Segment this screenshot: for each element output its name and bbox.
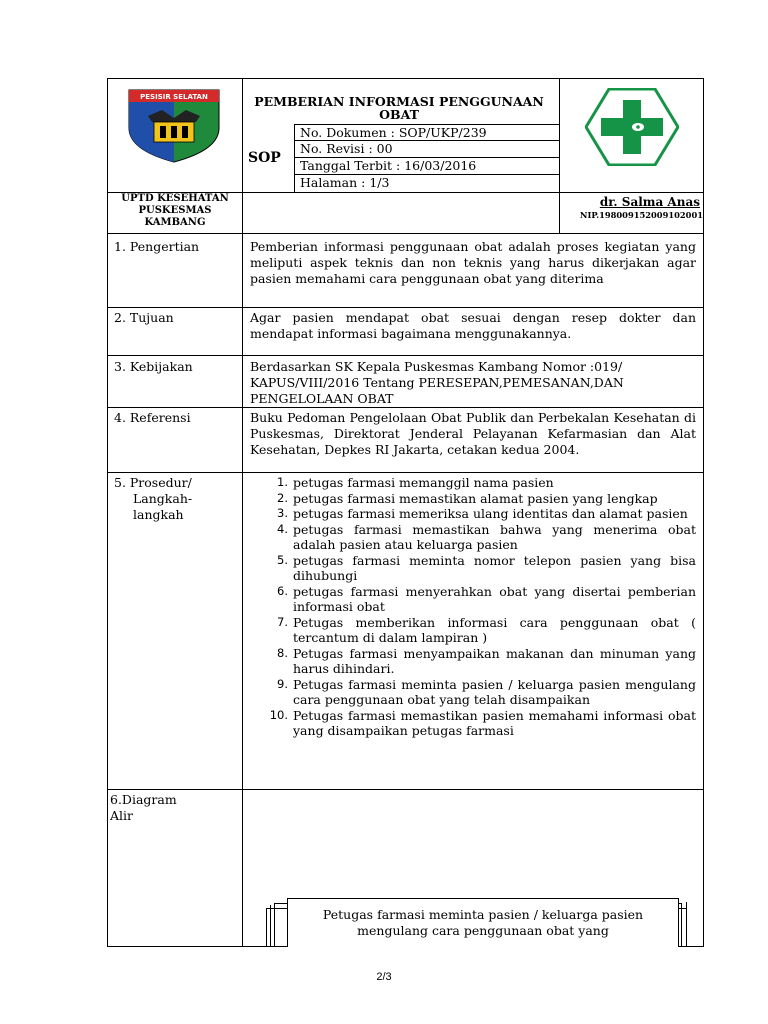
tujuan-text: Agar pasien mendapat obat sesuai dengan resep dokter dan mendapat informasi bagaimana menggunakannya. xyxy=(250,310,696,341)
tanggal-terbit: Tanggal Terbit : 16/03/2016 xyxy=(300,158,477,173)
flow-stack-edge xyxy=(270,905,271,947)
step-number: 7. xyxy=(277,614,288,629)
list-item xyxy=(250,615,696,646)
halaman: Halaman : 1/3 xyxy=(300,175,390,190)
step-text: petugas farmasi menyerahkan obat yang disertai pemberian informasi obat xyxy=(293,583,696,614)
step-text: Petugas farmasi meminta pasien / keluarga pasien mengulang cara penggunaan obat yang telah disampaikan xyxy=(293,676,696,707)
puskesmas-cross-logo xyxy=(585,88,679,166)
flow-box-text: Petugas farmasi meminta pasien / keluarga pasien mengulang cara penggunaan obat yang xyxy=(322,907,644,938)
step-number: 6. xyxy=(277,583,288,598)
list-item xyxy=(250,506,696,522)
pengertian-text: Pemberian informasi penggunaan obat adalah proses kegiatan yang meliputi aspek teknis dan non teknis yang harus dikerjakan agar pasien memahami cara penggunaan obat yang diterima xyxy=(250,239,696,286)
step-number: 2. xyxy=(277,490,288,505)
row-line xyxy=(107,307,704,308)
flow-stack-edge xyxy=(686,902,687,947)
pengertian-label: 1. Pengertian xyxy=(114,239,200,254)
doctor-nip: NIP.198009152009102001 xyxy=(579,210,703,220)
list-item xyxy=(250,677,696,708)
organization-name: UPTD KESEHATAN PUSKESMAS KAMBANG xyxy=(121,193,229,228)
row-line xyxy=(107,407,704,408)
flow-stack-edge xyxy=(266,908,267,947)
list-item xyxy=(250,475,696,491)
step-text: petugas farmasi memanggil nama pasien xyxy=(293,475,554,490)
pesisir-selatan-logo xyxy=(126,88,222,163)
kebijakan-label: 3. Kebijakan xyxy=(114,359,193,374)
step-text: Petugas farmasi memastikan pasien memahami informasi obat yang disampaikan petugas farmasi xyxy=(293,707,696,738)
diagram-label-1: 6.Diagram xyxy=(110,792,177,807)
list-item xyxy=(250,522,696,553)
sop-divider xyxy=(294,124,295,192)
prosedur-steps xyxy=(250,475,696,739)
page-number: 2/3 xyxy=(376,971,392,983)
prosedur-label-3: langkah xyxy=(133,507,184,522)
step-text: petugas farmasi meminta nomor telepon pasien yang bisa dihubungi xyxy=(293,552,696,583)
logo-text: PESISIR SELATAN xyxy=(140,93,208,101)
kebijakan-text: Berdasarkan SK Kepala Puskesmas Kambang Nomor :019/ KAPUS/VIII/2016 Tentang PERESEPAN,PEMESANAN,DAN PENGELOLAAN OBAT xyxy=(250,359,624,406)
step-number: 3. xyxy=(277,506,288,520)
step-text: petugas farmasi memastikan bahwa yang menerima obat adalah pasien atau keluarga pasien xyxy=(293,521,696,552)
row-line xyxy=(107,789,704,790)
row-line xyxy=(107,355,704,356)
step-number: 8. xyxy=(277,645,288,660)
list-item xyxy=(250,708,696,739)
row-line xyxy=(107,233,704,234)
diagram-label-2: Alir xyxy=(110,808,133,823)
step-number: 1. xyxy=(277,475,288,489)
no-revisi: No. Revisi : 00 xyxy=(300,141,393,156)
prosedur-label-2: Langkah- xyxy=(133,491,193,506)
list-item xyxy=(250,553,696,584)
referensi-text: Buku Pedoman Pengelolaan Obat Publik dan Perbekalan Kesehatan di Puskesmas, Direktorat Jenderal Pelayanan Kefarmasian dan Alat Kesehatan, Depkes RI Jakarta, cetakan kedua 2004. xyxy=(250,410,696,457)
doctor-name: dr. Salma Anas xyxy=(599,195,700,209)
tujuan-label: 2. Tujuan xyxy=(114,310,174,325)
step-text: petugas farmasi memastikan alamat pasien yang lengkap xyxy=(293,490,658,506)
row-line xyxy=(107,472,704,473)
step-number: 4. xyxy=(277,521,288,536)
step-text: petugas farmasi memeriksa ulang identitas dan alamat pasien xyxy=(293,506,688,521)
document-title: PEMBERIAN INFORMASI PENGGUNAAN OBAT xyxy=(254,94,544,122)
step-text: Petugas farmasi menyampaikan makanan dan minuman yang harus dihindari. xyxy=(293,645,696,676)
prosedur-label-1: 5. Prosedur/ xyxy=(114,475,192,490)
no-dokumen: No. Dokumen : SOP/UKP/239 xyxy=(300,125,487,140)
step-number: 10. xyxy=(269,707,288,722)
step-number: 9. xyxy=(277,676,288,691)
list-item xyxy=(250,646,696,677)
referensi-label: 4. Referensi xyxy=(114,410,191,425)
sop-label: SOP xyxy=(248,150,281,166)
list-item xyxy=(250,491,696,507)
flow-box xyxy=(287,898,679,947)
list-item xyxy=(250,584,696,615)
step-number: 5. xyxy=(277,552,288,567)
col-divider-left xyxy=(242,78,243,947)
step-text: Petugas memberikan informasi cara penggunaan obat ( tercantum di dalam lampiran ) xyxy=(293,614,696,645)
